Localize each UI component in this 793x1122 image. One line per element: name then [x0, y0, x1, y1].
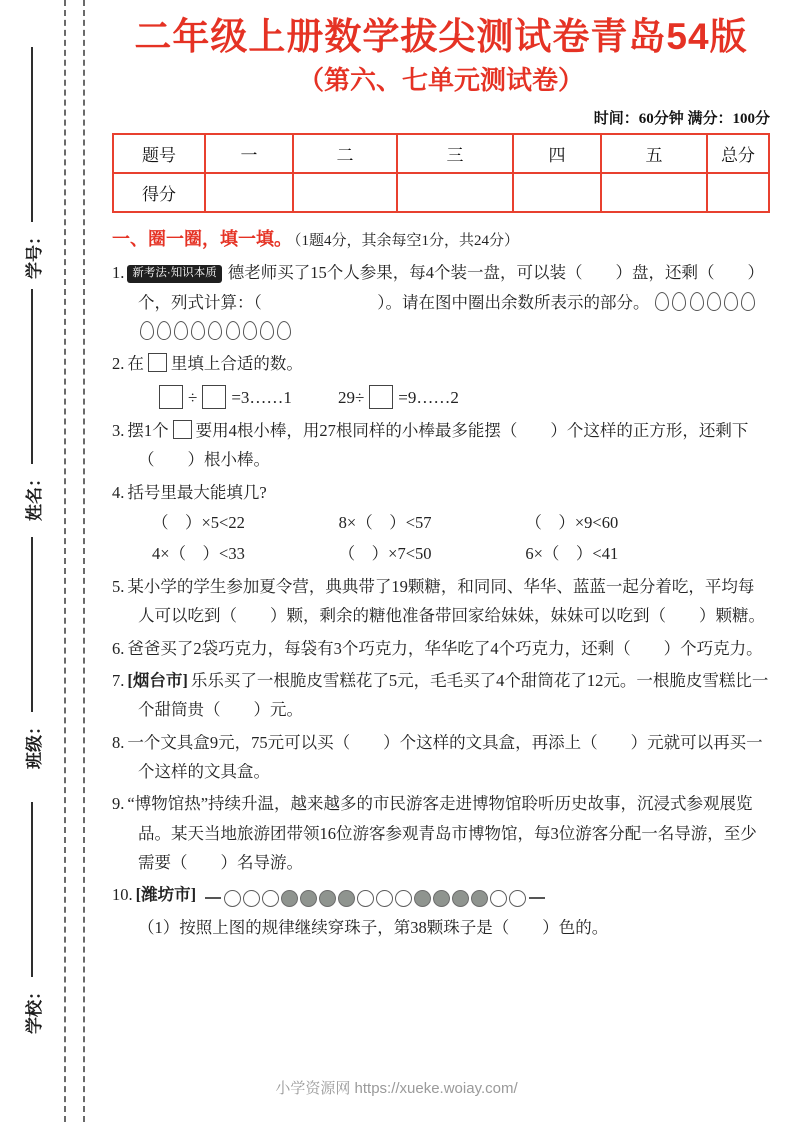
seal-field-student-number — [19, 47, 45, 279]
score-cell-empty — [293, 173, 397, 212]
answer-box — [159, 385, 183, 409]
question-text: 乐乐买了一根脆皮雪糕花了5元，毛毛买了4个甜筒花了12元。一根脆皮雪糕比一个甜筒贵（ ）元。 — [138, 670, 769, 720]
bead-shape — [376, 890, 393, 907]
egg-shape — [226, 321, 240, 340]
seal-field-class — [19, 537, 45, 769]
seal-field-label: 学号： — [24, 228, 44, 279]
egg-shape — [140, 321, 154, 340]
question-3 — [112, 416, 770, 475]
score-table-header-row — [113, 134, 769, 173]
score-table-cell: 二 — [293, 134, 397, 173]
egg-shape — [191, 321, 205, 340]
egg-shape — [260, 321, 274, 340]
bead-pattern-graphic — [203, 887, 547, 906]
seal-field-label: 班级： — [24, 718, 44, 769]
bead-shape — [490, 890, 507, 907]
expression: 8×（ ）<57 — [338, 513, 432, 533]
question-text: 要用4根小棒，用27根同样的小棒最多能摆（ ）个这样的正方形，还剩下（ ）根小棒。 — [138, 421, 749, 470]
seal-write-line — [31, 289, 33, 464]
expression: （ ）×5<22 — [152, 513, 245, 533]
answer-box-icon — [148, 353, 167, 372]
paper-content — [112, 16, 770, 943]
egg-shape — [655, 292, 669, 311]
page-subtitle: （第六、七单元测试卷） — [297, 64, 584, 95]
question-text: 里填上合适的数。 — [170, 354, 303, 374]
expression: 4×（ ）<33 — [152, 544, 245, 564]
seal-field-label: 姓名： — [24, 470, 44, 521]
question-number: 4. — [112, 482, 125, 502]
score-cell-empty — [707, 173, 769, 212]
score-cell-empty — [397, 173, 513, 212]
score-table-cell: 总分 — [707, 134, 769, 173]
bead-shape — [300, 890, 317, 907]
score-table — [112, 133, 770, 213]
score-table-cell: 得分 — [113, 173, 205, 212]
score-table-score-row — [113, 173, 769, 212]
question-4 — [112, 478, 770, 569]
seal-field-school — [19, 802, 45, 1034]
seal-field-name — [19, 289, 45, 521]
square-shape-icon — [173, 420, 192, 439]
page-title: 二年级上册数学拔尖测试卷青岛54版 — [134, 16, 748, 57]
score-table-cell: 四 — [513, 134, 601, 173]
score-table-cell: 三 — [397, 134, 513, 173]
seal-dashed-line — [64, 0, 66, 1122]
section-heading-text: 一、圈一圈，填一填。 — [112, 229, 292, 250]
question-number: 9. — [112, 794, 125, 814]
egg-shape — [672, 292, 686, 311]
expression: （ ）×7<50 — [338, 544, 432, 564]
egg-shape — [243, 321, 257, 340]
exam-meta: 时间：60分钟 满分：100分 — [593, 111, 770, 128]
answer-box — [202, 385, 226, 409]
egg-shape — [277, 321, 291, 340]
question-text: 在 — [127, 354, 144, 374]
bead-shape — [433, 890, 450, 907]
city-source-tag: [潍坊市] — [135, 885, 197, 905]
question-7 — [112, 666, 770, 725]
question-8 — [112, 728, 770, 787]
bead-shape — [452, 890, 469, 907]
answer-box — [369, 385, 393, 409]
question-9 — [112, 789, 770, 877]
egg-shape — [157, 321, 171, 340]
bead-shape — [414, 890, 431, 907]
question-2 — [112, 349, 770, 413]
question-text: 某小学的学生参加夏令营，典典带了19颗糖，和同同、华华、蓝蓝一起分着吃，平均每人可以吃到（ ）颗，剩余的糖他准备带回家给妹妹，妹妹可以吃到（ ）颗糖。 — [127, 576, 765, 626]
bead-shape — [243, 890, 260, 907]
seal-field-label: 学校： — [24, 983, 44, 1034]
fill-in-equations — [154, 383, 770, 413]
bead-shape — [319, 890, 336, 907]
section-score-note: （1题4分，其余每空1分，共24分） — [294, 233, 520, 250]
seal-write-line — [31, 47, 33, 222]
egg-shape — [741, 292, 755, 311]
question-text: 括号里最大能填几? — [127, 482, 267, 502]
question-number: 7. — [112, 670, 125, 690]
score-cell-empty — [205, 173, 293, 212]
question-text: 一个文具盒9元，75元可以买（ ）个这样的文具盒，再添上（ ）元就可以再买一个这样的文具盒。 — [127, 732, 763, 781]
bead-shape — [395, 890, 412, 907]
bead-shape — [262, 890, 279, 907]
bead-shape — [471, 890, 488, 907]
score-table-cell: 题号 — [113, 134, 205, 173]
bead-shape — [509, 890, 526, 907]
equation-result: =3……1 — [231, 387, 292, 407]
question-text: 德老师买了15个人参果，每4个装一盘，可以装（ ）盘，还剩（ ）个，列式计算：（ ）。请在图中圈出余数所表示的部分。 — [138, 263, 764, 312]
question-number: 3. — [112, 421, 125, 441]
bead-shape — [357, 890, 374, 907]
expression: 6×（ ）<41 — [525, 544, 619, 564]
section-title — [112, 227, 770, 252]
question-5 — [112, 572, 770, 631]
seal-write-line — [31, 802, 33, 977]
egg-shape — [208, 321, 222, 340]
new-method-badge: 新考法·知识本质 — [127, 265, 221, 283]
watermark-text: 小学资源网 https://xueke.woiay.com/ — [275, 1080, 518, 1097]
score-table-cell: 一 — [205, 134, 293, 173]
question-text: “博物馆热”持续升温，越来越多的市民游客走进博物馆聆听历史故事，沉浸式参观展览品。某天当地旅游团带领16位游客参观青岛市博物馆，每3位游客分配一名导游，至少需要（ ）名导游。 — [127, 794, 757, 873]
question-number: 1. — [112, 263, 125, 283]
sub-question: （1）按照上图的规律继续穿珠子，第38颗珠子是（ ）色的。 — [138, 918, 609, 938]
question-number: 10. — [112, 885, 133, 905]
question-number: 5. — [112, 576, 125, 596]
question-number: 2. — [112, 354, 125, 374]
question-number: 6. — [112, 638, 125, 658]
city-source-tag: [烟台市] — [127, 670, 188, 690]
score-cell-empty — [601, 173, 707, 212]
expression: （ ）×9<60 — [525, 513, 619, 533]
bead-shape — [281, 890, 298, 907]
question-text: 爸爸买了2袋巧克力，每袋有3个巧克力，华华吃了4个巧克力，还剩（ ）个巧克力。 — [127, 638, 763, 658]
equation-start: 29÷ — [337, 387, 365, 407]
question-number: 8. — [112, 732, 125, 752]
question-6 — [112, 634, 770, 663]
bead-shape — [338, 890, 355, 907]
seal-dashed-line — [83, 0, 85, 1122]
egg-shape — [724, 292, 738, 311]
bead-shape — [224, 890, 241, 907]
operator: ÷ — [188, 387, 198, 407]
egg-shape — [707, 292, 721, 311]
question-1 — [112, 258, 770, 346]
egg-shape — [690, 292, 704, 311]
question-list — [112, 258, 770, 942]
equation-result: =9……2 — [398, 387, 459, 407]
score-table-cell: 五 — [601, 134, 707, 173]
egg-shape — [174, 321, 188, 340]
question-text: 摆1个 — [127, 421, 169, 441]
max-fill-expressions — [152, 508, 712, 569]
question-10 — [112, 880, 770, 942]
seal-write-line — [31, 537, 33, 712]
score-cell-empty — [513, 173, 601, 212]
